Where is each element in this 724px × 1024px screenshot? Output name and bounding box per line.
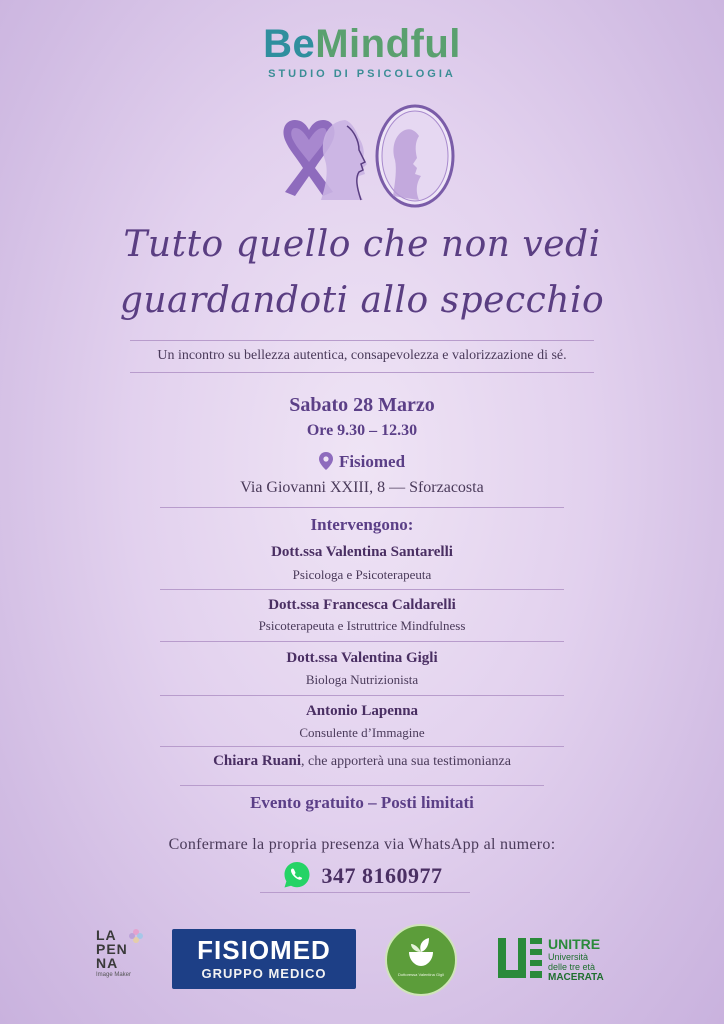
divider [130,340,594,341]
logo-name-mindful: Mindful [315,22,461,66]
event-time: Ore 9.30 – 12.30 [306,422,418,439]
logo-subtitle: STUDIO DI PSICOLOGIA [268,68,456,80]
unitre-line-3: delle tre età [548,962,596,972]
title-line-2: guardandoti allo specchio [119,280,605,321]
speaker-name: Dott.ssa Valentina Santarelli [271,544,453,560]
unitre-mark-icon [496,938,544,982]
divider [160,695,564,696]
testimonial-name: Chiara Ruani [213,753,301,769]
divider [180,785,544,786]
location-pin-icon [319,452,333,470]
mortar-leaf-icon [405,938,437,968]
event-date: Sabato 28 Marzo [289,394,435,416]
fisiomed-tagline: GRUPPO MEDICO [201,966,327,981]
divider [130,372,594,373]
hero-illustration [255,100,475,210]
divider [160,746,564,747]
unitre-line-2: Università [548,952,589,962]
testimonial-text: , che apporterà una sua testimonianza [301,754,511,769]
free-event-notice: Evento gratuito – Posti limitati [250,793,474,812]
unitre-logo [496,936,636,986]
confirm-text: Confermare la propria presenza via WhatsApp al numero: [168,836,556,853]
lapenna-logo [96,928,146,990]
lapenna-line-3: NA [96,955,119,971]
divider [160,641,564,642]
woman-profile-illustration [321,120,367,200]
divider [160,589,564,590]
gigli-seal-logo [385,924,457,996]
speaker-name: Antonio Lapenna [305,703,419,719]
gigli-seal-label: Dottoressa Valentina Gigli [398,972,444,977]
testimonial [0,753,724,770]
speaker-role: Biologa Nutrizionista [305,672,419,687]
logo-name [0,22,724,67]
logo-name-be: Be [263,22,316,66]
phone-row [0,860,724,894]
mirror-profile-illustration [377,106,453,206]
speaker-name: Dott.ssa Francesca Caldarelli [268,597,456,613]
divider [160,507,564,508]
lapenna-line-2: PEN [96,941,128,957]
lapenna-line-1: LA [96,927,117,943]
whatsapp-icon [282,860,312,890]
title-line-1: Tutto quello che non vedi [123,224,601,265]
speaker-role: Psicoterapeuta e Istruttrice Mindfulness [258,618,466,633]
subtitle: Un incontro su bellezza autentica, consapevolezza e valorizzazione di sé. [157,348,567,363]
event-address: Via Giovanni XXIII, 8 — Sforzacosta [240,479,484,496]
fisiomed-logo [172,929,356,989]
lapenna-tagline: Image Maker [96,972,132,978]
unitre-name: UNITRE [548,936,601,952]
flower-icon [128,928,144,944]
speaker-role: Consulente d’Immagine [299,725,425,740]
speaker-name: Dott.ssa Valentina Gigli [286,650,438,666]
event-place-name: Fisiomed [338,452,406,471]
divider [260,892,470,893]
unitre-city: MACERATA [548,972,604,983]
speaker-role: Psicologa e Psicoterapeuta [292,567,432,582]
fisiomed-name: FISIOMED [197,935,331,965]
phone-number: 347 8160977 [321,863,443,888]
event-place [0,452,724,472]
speakers-heading: Intervengono: [310,515,414,534]
